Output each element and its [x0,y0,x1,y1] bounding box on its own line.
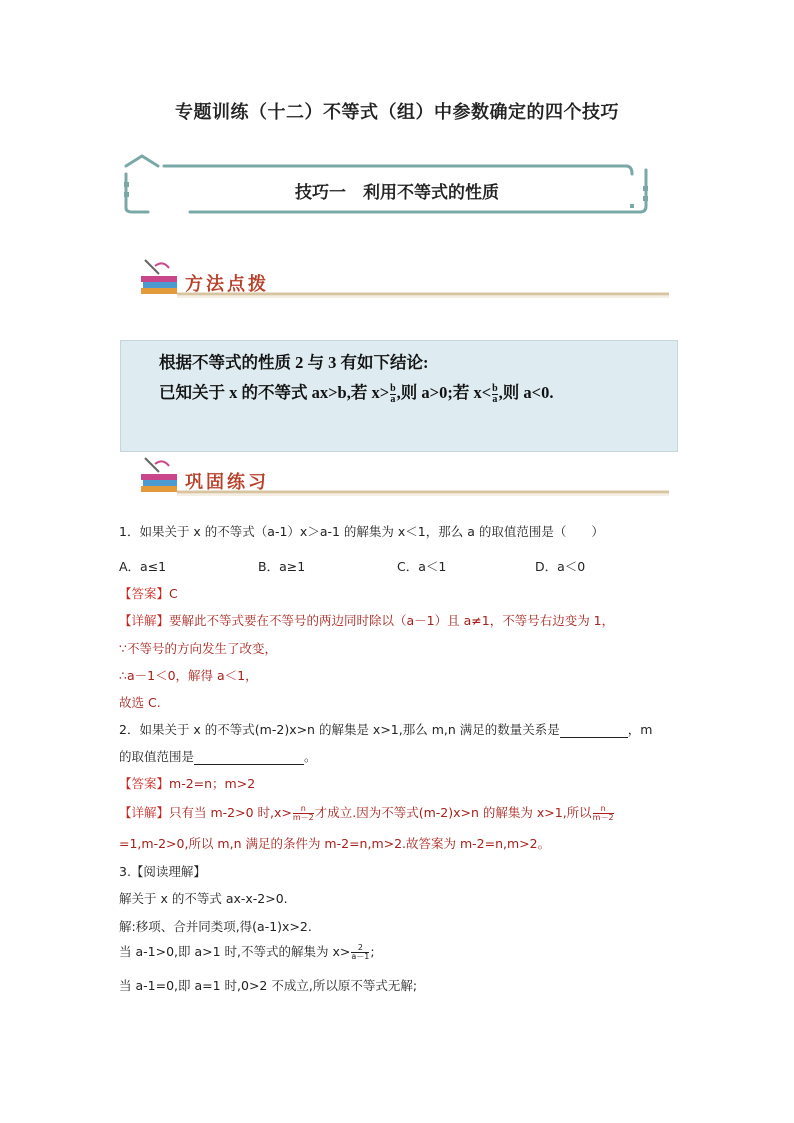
box-line-1: 根据不等式的性质 2 与 3 有如下结论: [159,353,429,372]
method-badge [137,258,677,298]
practice-badge-label: 巩固练习 [185,472,269,493]
fraction: $\frac{2}{a-1}$ [351,943,370,961]
fraction: $\frac{n}{m-2}$ [292,804,314,822]
q3-line-2: 解:移项、合并同类项,得(a-1)x>2. [119,919,312,934]
q1-option-a: A．a≤1 [119,559,167,574]
answer-blank-2[interactable] [194,750,304,765]
fraction: $\frac{b}{a}$ [390,382,396,405]
q1-detail-2: ∵不等号的方向发生了改变， [119,641,277,656]
q2-detail-2: =1,m-2>0,所以 m,n 满足的条件为 m-2=n,m>2.故答案为 m-2=n,m>2。 [119,836,551,851]
box-line-2: 已知关于 x 的不等式 ax>b,若 x> $\frac{b}{a}$ ,则 a>0;若 x< $\frac{b}{a}$ ,则 a<0. [159,382,554,405]
q3-heading: 3.【阅读理解】 [119,864,206,879]
q1-option-b: B．a≥1 [258,559,306,574]
fraction: $\frac{n}{m-2}$ [592,804,614,822]
method-badge-label: 方法点拨 [185,274,269,295]
conclusion-box [120,340,678,452]
page-title: 专题训练（十二）不等式（组）中参数确定的四个技巧 [175,102,619,123]
q3-line-3: 当 a-1>0,即 a>1 时,不等式的解集为 x> $\frac{2}{a-1}$ ; [119,943,375,961]
q1-option-c: C．a＜1 [397,559,447,574]
q2-detail-1: 【详解】只有当 m-2>0 时,x> $\frac{n}{m-2}$ 才成立.因为不等式(m-2)x>n 的解集为 x>1,所以 $\frac{n}{m-2}$ [119,804,614,822]
q1-option-d: D．a＜0 [535,559,586,574]
q2-stem-1: 2．如果关于 x 的不等式(m-2)x>n 的解集是 x>1,那么 m,n 满足的数量关系是 ，m [119,722,653,737]
q1-detail-1: 【详解】要解此不等式要在不等号的两边同时除以（a－1）且 a≠1，不等号右边变为 1， [119,613,615,628]
q1-detail-3: ∴a－1＜0，解得 a＜1， [119,668,258,683]
q1-detail-4: 故选 C. [119,695,161,710]
answer-blank-1[interactable] [560,723,628,738]
q1-answer: 【答案】C [119,586,178,601]
q3-line-1: 解关于 x 的不等式 ax-x-2>0. [119,891,288,906]
q2-answer: 【答案】m-2=n；m>2 [119,776,256,791]
q3-line-4: 当 a-1=0,即 a=1 时,0>2 不成立,所以原不等式无解; [119,978,418,993]
q2-stem-2: 的取值范围是 。 [119,749,317,764]
section-title: 技巧一 利用不等式的性质 [295,183,499,203]
fraction: $\frac{b}{a}$ [492,382,498,405]
q1-stem: 1．如果关于 x 的不等式（a-1）x＞a-1 的解集为 x＜1，那么 a 的取值范围是（ ） [119,524,604,539]
practice-badge [137,456,677,496]
